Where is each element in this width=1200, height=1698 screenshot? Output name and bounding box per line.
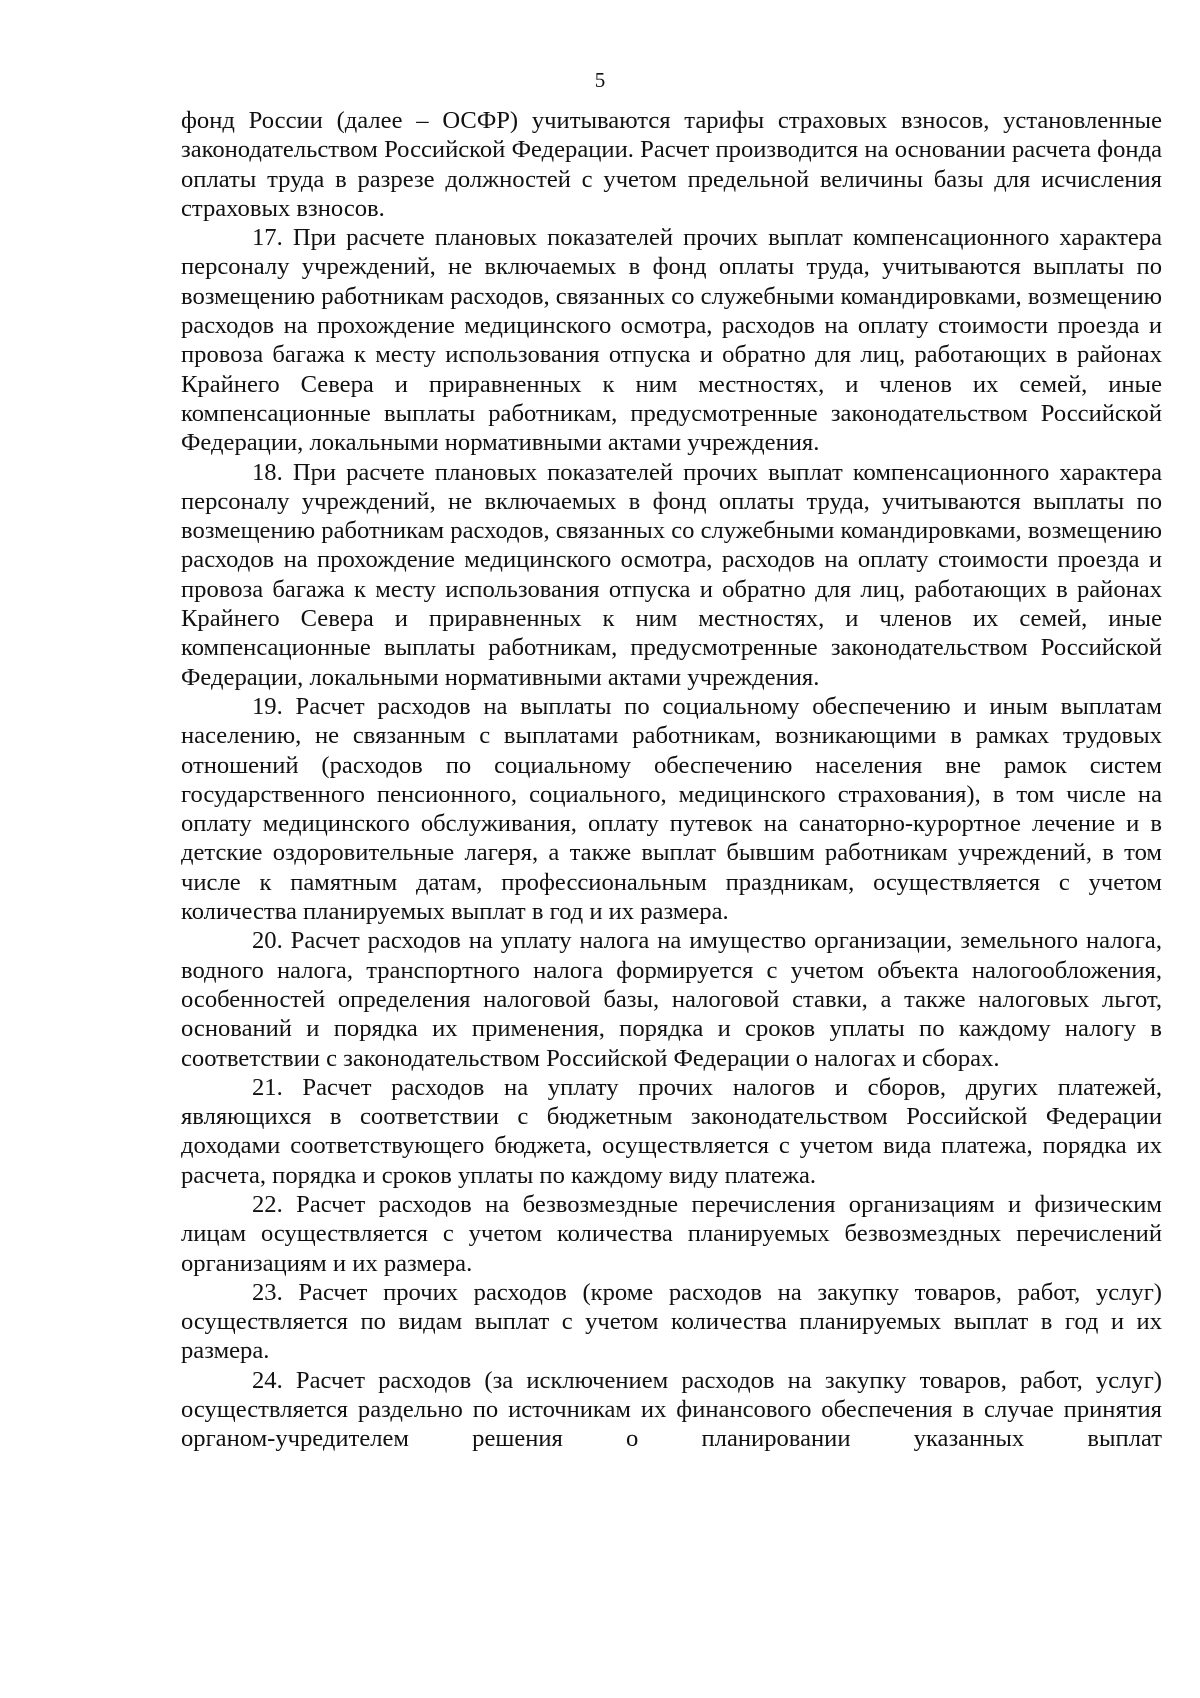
paragraph-23: 23. Расчет прочих расходов (кроме расходов на закупку товаров, работ, услуг) осуществляется по видам выплат с учетом количества планируемых выплат в год и их размера. [181, 1278, 1162, 1365]
paragraph-24: 24. Расчет расходов (за исключением расходов на закупку товаров, работ, услуг) осуществляется раздельно по источникам их финансового обеспечения в случае принятия органом-учредителем решения о планировании указанных выплат [181, 1366, 1162, 1453]
paragraph-22: 22. Расчет расходов на безвозмездные перечисления организациям и физическим лицам осуществляется с учетом количества планируемых безвозмездных перечислений организациям и их размера. [181, 1190, 1162, 1277]
paragraph-17: 17. При расчете плановых показателей прочих выплат компенсационного характера персоналу учреждений, не включаемых в фонд оплаты труда, учитываются выплаты по возмещению работникам расходов, связанных со служебными командировками, возмещению расходов на прохождение медицинского осмотра, расходов на оплату стоимости проезда и провоза багажа к месту использования отпуска и обратно для лиц, работающих в районах Крайнего Севера и приравненных к ним местностях, и членов их семей, иные компенсационные выплаты работникам, предусмотренные законодательством Российской Федерации, локальными нормативными актами учреждения. [181, 224, 1162, 457]
page-number: 5 [594, 68, 606, 92]
paragraph-20: 20. Расчет расходов на уплату налога на имущество организации, земельного налога, водного налога, транспортного налога формируется с учетом объекта налогообложения, особенностей определения налоговой базы, налоговой ставки, а также налоговых льгот, оснований и порядка их применения, порядка и сроков уплаты по каждому налогу в соответствии с законодательством Российской Федерации о налогах и сборах. [181, 927, 1162, 1072]
paragraph-21: 21. Расчет расходов на уплату прочих налогов и сборов, других платежей, являющихся в соответствии с бюджетным законодательством Российской Федерации доходами соответствующего бюджета, осуществляется с учетом вида платежа, порядка их расчета, порядка и сроков уплаты по каждому виду платежа. [181, 1073, 1162, 1189]
paragraph-18: 18. При расчете плановых показателей прочих выплат компенсационного характера персоналу учреждений, не включаемых в фонд оплаты труда, учитываются выплаты по возмещению работникам расходов, связанных со служебными командировками, возмещению расходов на прохождение медицинского осмотра, расходов на оплату стоимости проезда и провоза багажа к месту использования отпуска и обратно для лиц, работающих в районах Крайнего Севера и приравненных к ним местностях, и членов их семей, иные компенсационные выплаты работникам, предусмотренные законодательством Российской Федерации, локальными нормативными актами учреждения. [181, 458, 1162, 691]
paragraph-19: 19. Расчет расходов на выплаты по социальному обеспечению и иным выплатам населению, не связанным с выплатами работникам, возникающими в рамках трудовых отношений (расходов по социальному обеспечению населения вне рамок систем государственного пенсионного, социального, медицинского страхования), в том числе на оплату медицинского обслуживания, оплату путевок на санаторно-курортное лечение и в детские оздоровительные лагеря, а также выплат бывшим работникам учреждений, в том числе к памятным датам, профессиональным праздникам, осуществляется с учетом количества планируемых выплат в год и их размера. [181, 692, 1162, 926]
paragraph-osfr-continuation: фонд России (далее – ОСФР) учитываются тарифы страховых взносов, установленные законодательством Российской Федерации. Расчет производится на основании расчета фонда оплаты труда в разрезе должностей с учетом предельной величины базы для исчисления страховых взносов. [181, 107, 1162, 222]
document-body [181, 106, 1162, 1454]
